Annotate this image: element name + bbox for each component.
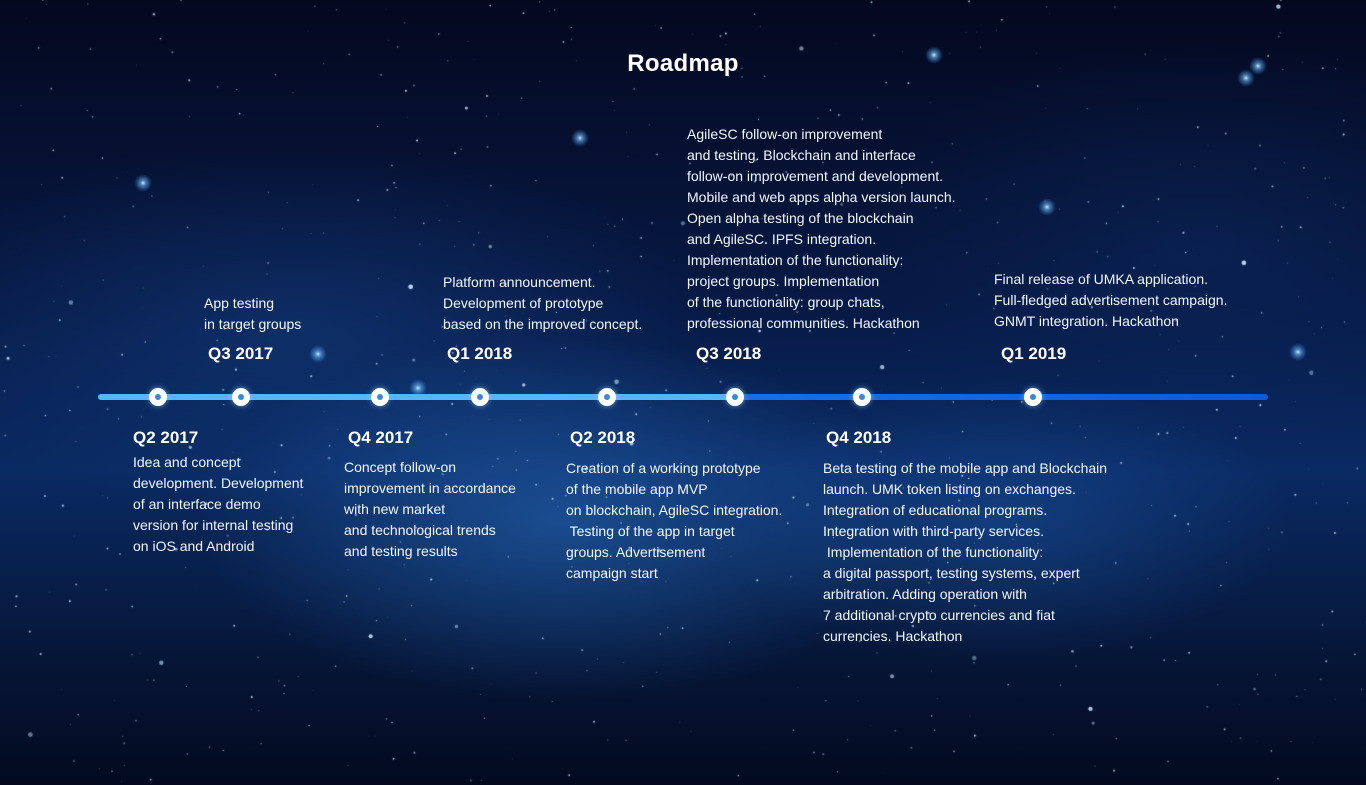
milestone-text-q1-2019: Final release of UMKA application. Full-fledged advertisement campaign. GNMT integration. Hackathon (994, 271, 1228, 329)
milestone-text-q4-2018: Beta testing of the mobile app and Blockchain launch. UMK token listing on exchanges. Integration of educational programs. Integration with third-party services. Implementation of the functionality: a digital passport, testing systems, expert arbitration. Adding operation with 7 additional crypto currencies and fiat currencies. Hackathon (823, 460, 1108, 644)
timeline-node-q4-2018[interactable] (853, 388, 871, 406)
page-title: Roadmap (627, 50, 739, 77)
milestone-quarter-q3-2017: Q3 2017 (208, 344, 274, 363)
milestone-quarter-q2-2017: Q2 2017 (133, 428, 199, 447)
milestone-quarter-q4-2017: Q4 2017 (348, 428, 414, 447)
milestone-text-q3-2018: AgileSC follow-on improvement and testing. Blockchain and interface follow-on improvement and development. Mobile and web apps alpha version launch. Open alpha testing of the blockchain and AgileSC. IPFS integration. Implementation of the functionality: project groups. Implementation of the functionality: group chats, professional communities. Hackathon (687, 126, 956, 331)
timeline-node-q2-2017[interactable] (149, 388, 167, 406)
timeline-track (98, 394, 1268, 400)
milestone-text-q2-2018: Creation of a working prototype of the mobile app MVP on blockchain, AgileSC integration. Testing of the app in target groups. Advertisement campaign start (566, 460, 783, 581)
timeline-node-q4-2017[interactable] (371, 388, 389, 406)
milestone-quarter-q1-2018: Q1 2018 (447, 344, 513, 363)
timeline-node-q1-2019[interactable] (1024, 388, 1042, 406)
milestone-quarter-q3-2018: Q3 2018 (696, 344, 762, 363)
milestone-text-q1-2018: Platform announcement. Development of prototype based on the improved concept. (443, 274, 643, 332)
timeline-node-q1-2018[interactable] (471, 388, 489, 406)
timeline-node-q3-2018[interactable] (726, 388, 744, 406)
timeline-node-q2-2018[interactable] (598, 388, 616, 406)
milestone-text-q4-2017: Concept follow-on improvement in accordance with new market and technological trends and testing results (344, 459, 516, 559)
milestone-quarter-q2-2018: Q2 2018 (570, 428, 636, 447)
timeline-node-q3-2017[interactable] (232, 388, 250, 406)
milestone-text-q3-2017: App testing in target groups (204, 295, 302, 332)
milestone-quarter-q1-2019: Q1 2019 (1001, 344, 1067, 363)
milestone-text-q2-2017: Idea and concept development. Development of an interface demo version for internal testing on iOS and Android (133, 454, 304, 554)
milestone-quarter-q4-2018: Q4 2018 (826, 428, 892, 447)
